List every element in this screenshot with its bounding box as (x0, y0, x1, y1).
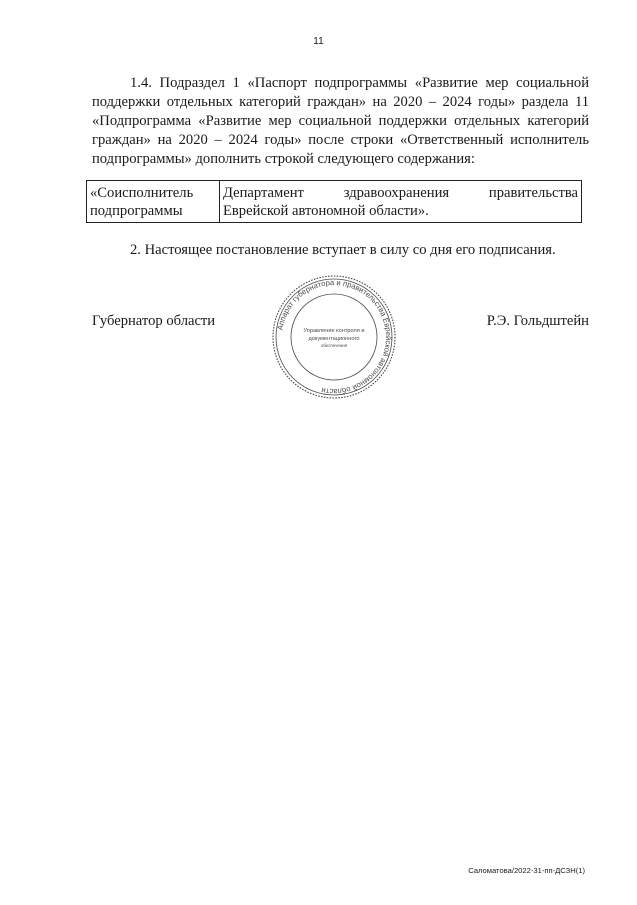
page-number: 11 (313, 36, 324, 47)
value-cell (220, 181, 582, 223)
official-seal (270, 274, 398, 400)
seal-inner-line-2: документационного (308, 336, 360, 342)
value-line-1 (223, 184, 578, 202)
label-line-1: «Соисполнитель (90, 185, 194, 201)
seal-inner-line-3: обеспечения (320, 343, 348, 348)
label-cell (87, 181, 220, 223)
value-word-2: здравоохранения (343, 185, 450, 201)
table-row (87, 181, 582, 223)
value-word-1: Департамент (223, 185, 304, 201)
signer-name: Р.Э. Гольдштейн (486, 313, 589, 329)
value-line-2: Еврейской автономной области». (223, 203, 429, 219)
paragraph-entry-into-force: 2. Настоящее постановление вступает в силу со дня его подписания. (130, 242, 556, 258)
signer-position: Губернатор области (92, 313, 216, 329)
label-line-2: подпрограммы (90, 203, 183, 219)
amendment-table (86, 180, 582, 223)
value-word-3: правительства (488, 185, 578, 201)
document-code: Саломатова/2022-31-пп-ДСЗН(1) (468, 866, 585, 875)
seal-inner-line-1: Управление контроля и (303, 328, 365, 334)
seal-ring-text: Аппарат губернатора и правительства Еврейской автономной области (275, 277, 394, 397)
paragraph-amendment-intro: 1.4. Подраздел 1 «Паспорт подпрограммы «Развитие мер социальной поддержки отдельных категорий граждан» на 2020 – 2024 годы» раздела 11 «Подпрограмма «Развитие мер социальной поддержки отдельных категорий граждан» на 2020 – 2024 годы» после строки «Ответственный исполнитель подпрограммы» дополнить строкой следующего содержания: (92, 75, 589, 167)
